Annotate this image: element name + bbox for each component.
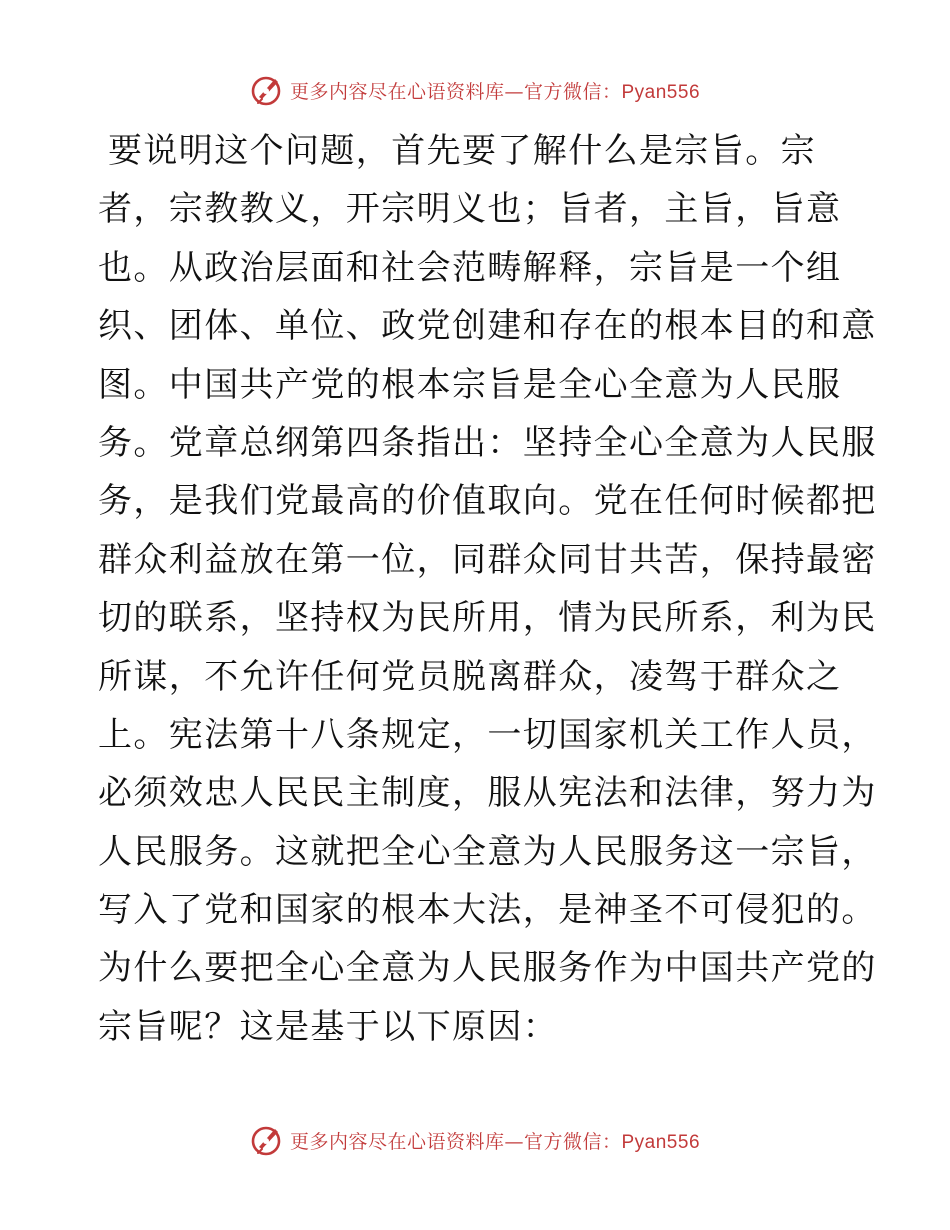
header-wechat-id: Pyan556 (621, 81, 701, 103)
header-banner (0, 70, 950, 110)
footer-banner (0, 1120, 950, 1160)
footer-separator: — (504, 1130, 524, 1153)
footer-text (290, 1127, 700, 1154)
text-line: 也。从政治层面和社会范畴解释，宗旨是一个组 (98, 247, 842, 288)
text-line: 者，宗教教义，开宗明义也；旨者，主旨，旨意 (98, 189, 842, 230)
footer-brand: 更多内容尽在心语资料库 (289, 1130, 505, 1153)
header-brand: 更多内容尽在心语资料库 (289, 80, 505, 103)
footer-wechat-id: Pyan556 (621, 1131, 701, 1153)
header-text (290, 77, 700, 104)
text-line: 织、团体、单位、政党创建和存在的根本目的和意 (98, 306, 877, 347)
text-line: 为什么要把全心全意为人民服务作为中国共产党的 (98, 948, 877, 989)
text-line: 宗旨呢？这是基于以下原因： (98, 1006, 559, 1047)
text-line: 务，是我们党最高的价值取向。党在任何时候都把 (98, 481, 877, 522)
text-line: 必须效忠人民民主制度，服从宪法和法律，努力为 (98, 773, 877, 814)
footer-wechat-label: 官方微信： (523, 1130, 622, 1153)
text-line: 要说明这个问题，首先要了解什么是宗旨。宗 (108, 131, 816, 171)
text-line: 切的联系，坚持权为民所用，情为民所系，利为民 (98, 598, 877, 639)
text-line: 人民服务。这就把全心全意为人民服务这一宗旨， (98, 831, 877, 872)
header-separator: — (504, 80, 524, 103)
text-line: 图。中国共产党的根本宗旨是全心全意为人民服 (98, 364, 842, 405)
quill-logo-icon (250, 73, 284, 107)
quill-logo-icon (250, 1123, 284, 1157)
text-line: 写入了党和国家的根本大法，是神圣不可侵犯的。 (98, 890, 877, 931)
body-paragraph (98, 122, 877, 1056)
text-line: 务。党章总纲第四条指出：坚持全心全意为人民服 (98, 422, 877, 463)
header-wechat-label: 官方微信： (523, 80, 622, 103)
text-line: 所谋，不允许任何党员脱离群众，凌驾于群众之 (98, 656, 842, 697)
text-line: 上。宪法第十八条规定，一切国家机关工作人员， (98, 714, 877, 755)
text-line: 群众利益放在第一位，同群众同甘共苦，保持最密 (98, 539, 877, 580)
